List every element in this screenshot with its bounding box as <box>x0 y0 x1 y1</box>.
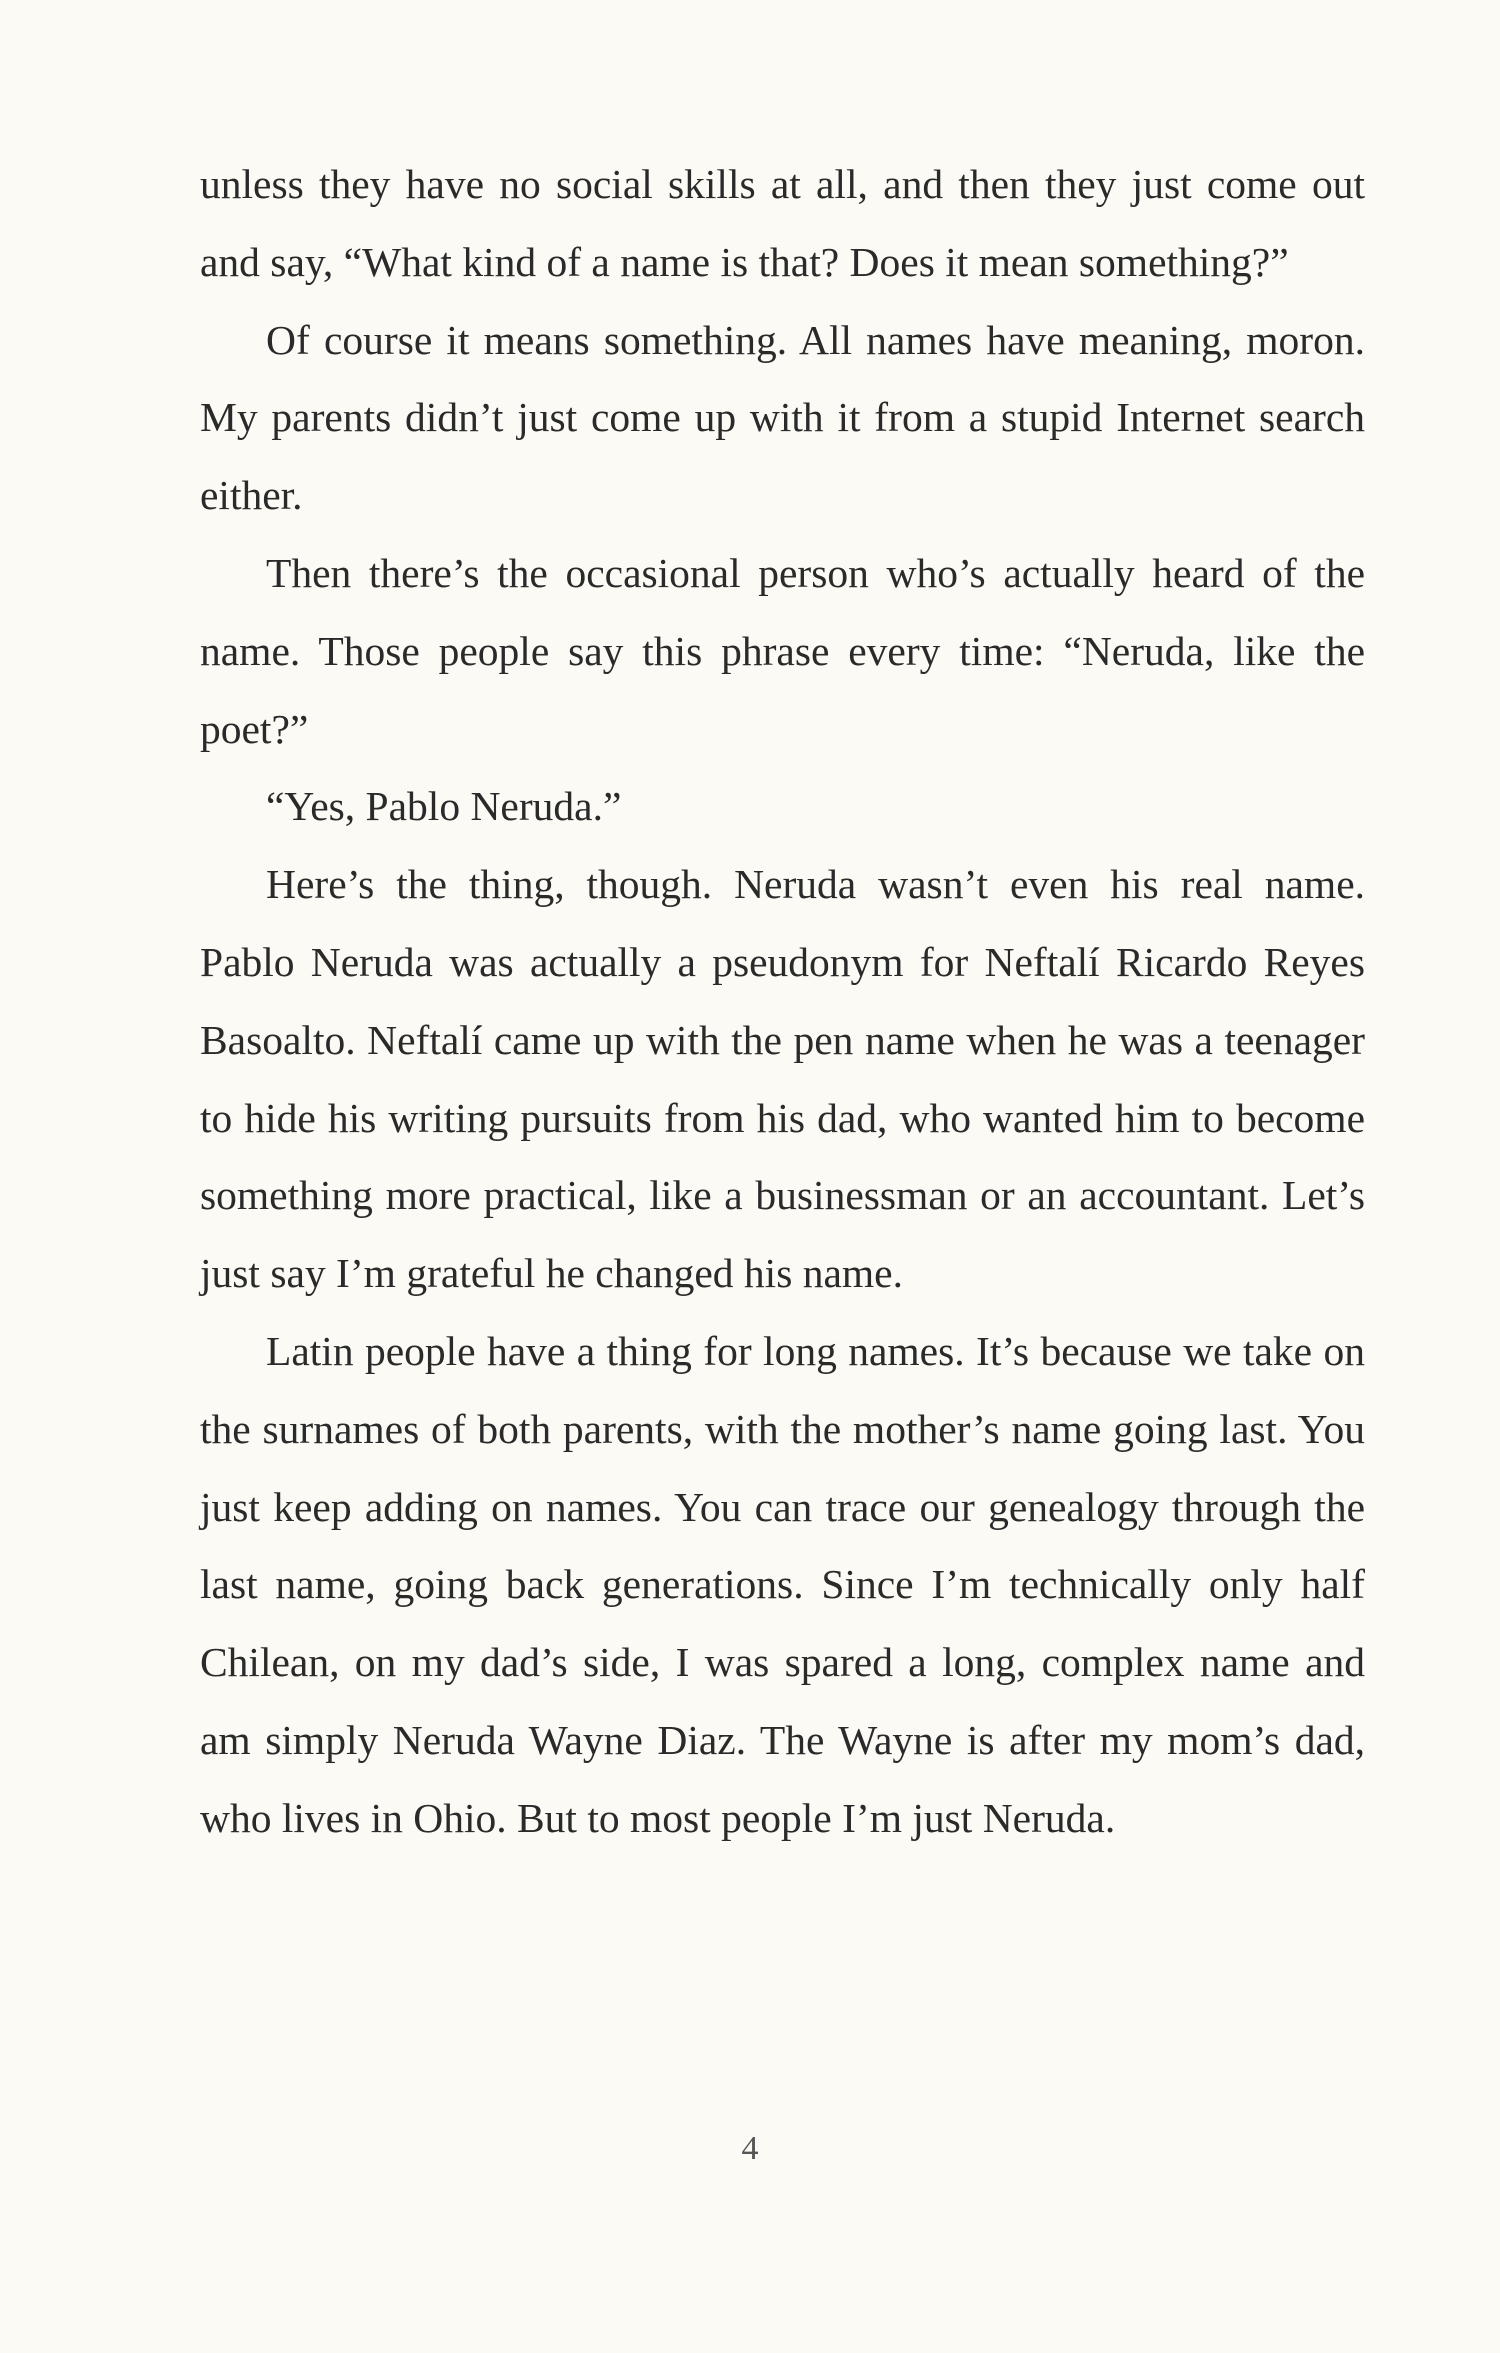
paragraph: Then there’s the occasional person who’s actually heard of the name. Those people say this phrase every time: “Neruda, like the poet?” <box>200 549 1365 752</box>
paragraph: Of course it means something. All names have meaning, moron. My parents didn’t just come up with it from a stupid Internet search either. <box>200 316 1365 519</box>
paragraph-continued: unless they have no social skills at all, and then they just come out and say, “What kind of a name is that? Does it mean something?” <box>200 161 1365 285</box>
page-number: 4 <box>741 2130 759 2167</box>
paragraph: “Yes, Pablo Neruda.” <box>266 783 622 830</box>
paragraph: Here’s the thing, though. Neruda wasn’t even his real name. Pablo Neruda was actually a pseudonym for Neftalí Ricardo Reyes Basoalto. Neftalí came up with the pen name when he was a teenager to hide his writing pursuits from his dad, who wanted him to become something more practical, like a businessman or an accountant. Let’s just say I’m grateful he changed his name. <box>200 861 1365 1297</box>
body-text <box>200 146 1365 1858</box>
paragraph: Latin people have a thing for long names. It’s because we take on the surnames of both parents, with the mother’s name going last. You just keep adding on names. You can trace our genealogy through the last name, going back generations. Since I’m technically only half Chilean, on my dad’s side, I was spared a long, complex name and am simply Neruda Wayne Diaz. The Wayne is after my mom’s dad, who lives in Ohio. But to most people I’m just Neruda. <box>200 1327 1365 1841</box>
